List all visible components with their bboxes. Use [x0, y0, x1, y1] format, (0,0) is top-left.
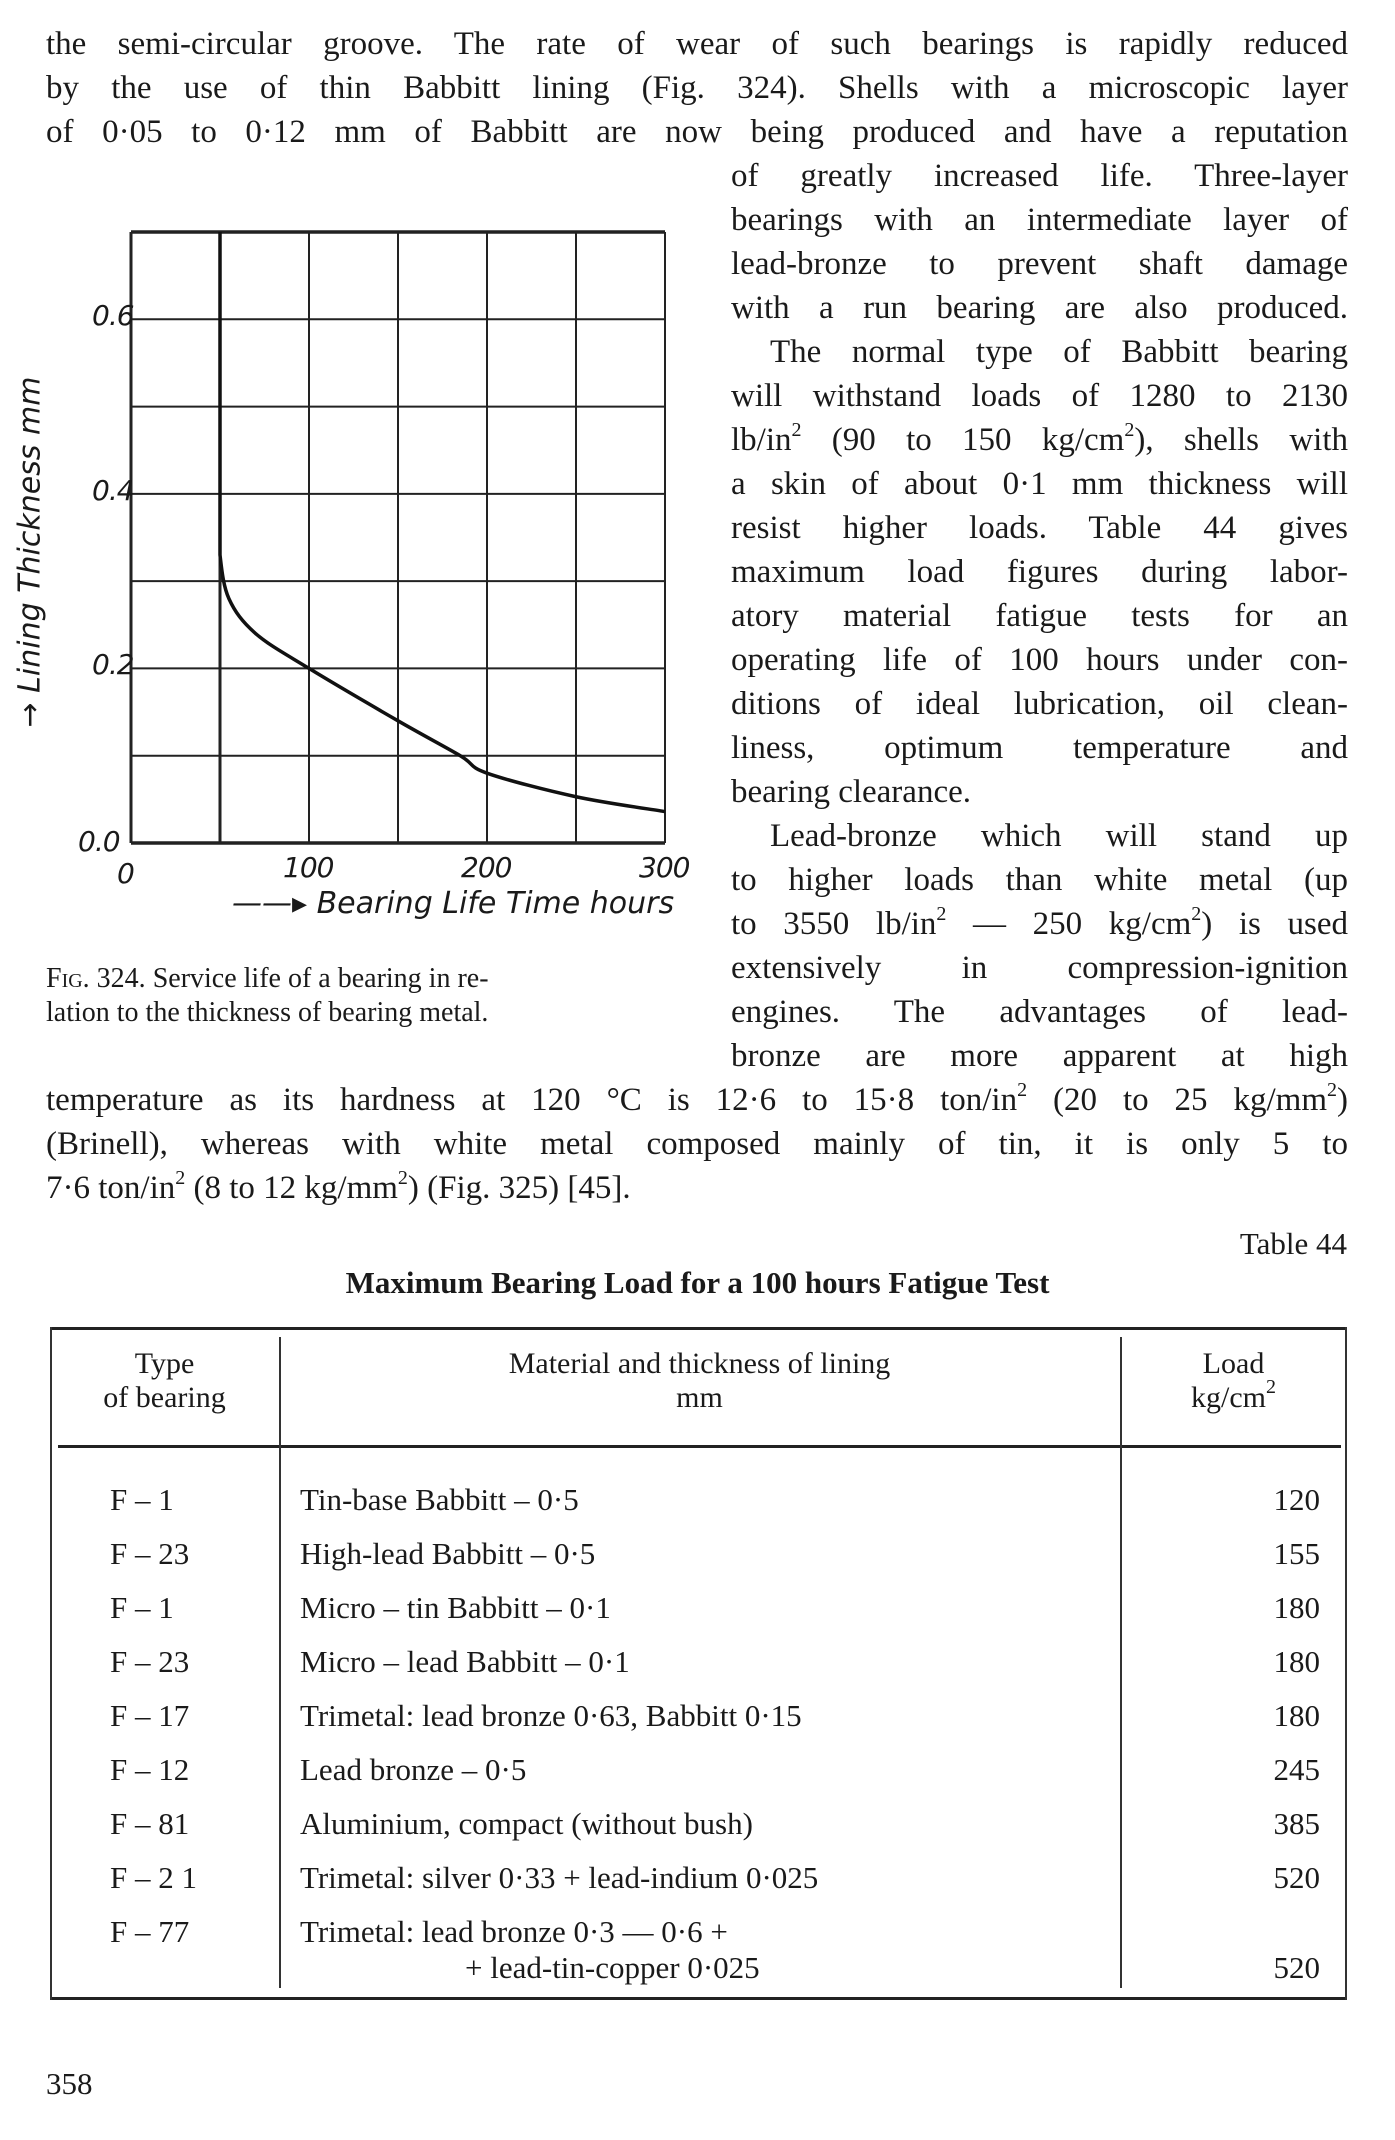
- cell-material: Tin-base Babbitt – 0·5: [300, 1482, 579, 1517]
- cell-load: 155: [1273, 1536, 1320, 1571]
- cell-type: F – 23: [110, 1644, 190, 1679]
- header-type: [50, 1347, 279, 1415]
- body-line: Lead-bronze which will stand up: [770, 818, 1348, 854]
- cell-type: F – 1: [110, 1482, 174, 1517]
- figure-label: Fig. 324.: [46, 963, 146, 994]
- cell-load: 180: [1273, 1644, 1320, 1679]
- header-text: Load: [1202, 1347, 1265, 1380]
- x-tick-label: 200: [461, 851, 512, 884]
- header-text: of bearing: [103, 1381, 226, 1414]
- body-line: bronze are more apparent at high: [731, 1038, 1348, 1074]
- cell-material: Trimetal: lead bronze 0·63, Babbitt 0·15: [300, 1698, 802, 1733]
- cell-type: F – 23: [110, 1536, 190, 1571]
- header-text: Material and thickness of lining: [508, 1347, 891, 1380]
- cell-load: 385: [1273, 1806, 1320, 1841]
- cell-material: Trimetal: silver 0·33 + lead-indium 0·025: [300, 1860, 819, 1895]
- y-axis-title: → Lining Thickness mm: [12, 376, 48, 728]
- body-line: extensively in compression-ignition: [731, 950, 1348, 986]
- body-line: will withstand loads of 1280 to 2130: [731, 378, 1348, 414]
- body-line: atory material fatigue tests for an: [731, 598, 1348, 634]
- body-line: the semi-circular groove. The rate of wear of such bearings is rapidly reduced: [46, 26, 1348, 62]
- y-tick-label: 0.2: [92, 648, 134, 682]
- body-line: 7·6 ton/$in^2$ (8 to 12 $kg/mm^2$) (Fig. 325) [45].: [46, 1167, 631, 1206]
- cell-type: F – 12: [110, 1752, 190, 1787]
- y-tick-label: 0.4: [92, 473, 134, 507]
- table-border-right: [1345, 1327, 1347, 2000]
- cell-load: 180: [1273, 1590, 1320, 1625]
- body-line: (Brinell), whereas with white metal composed mainly of tin, it is only 5 to: [46, 1126, 1348, 1162]
- body-line: liness, optimum temperature and: [731, 730, 1348, 766]
- body-line: operating life of 100 hours under con-: [731, 642, 1348, 678]
- header-load: [1120, 1347, 1347, 1415]
- x-tick-label: 100: [283, 851, 334, 884]
- figure-caption-line2: lation to the thickness of bearing metal.: [46, 997, 489, 1028]
- cell-type: F – 17: [110, 1698, 190, 1733]
- bearing-load-table: [50, 1327, 1347, 2000]
- body-line: with a run bearing are also produced.: [731, 290, 1348, 326]
- body-line: bearings with an intermediate layer of: [731, 202, 1348, 238]
- cell-type: F – 77: [110, 1914, 190, 1949]
- table-rule-header: [58, 1445, 1341, 1448]
- y-tick-label: 0.0: [78, 825, 120, 858]
- body-line: of 0·05 to 0·12 mm of Babbitt are now being produced and have a reputation: [46, 114, 1348, 150]
- header-text: $kg/cm^2$: [1191, 1376, 1276, 1414]
- cell-material: High-lead Babbitt – 0·5: [300, 1536, 596, 1571]
- cell-type: F – 81: [110, 1806, 190, 1841]
- body-line: engines. The advantages of lead-: [731, 994, 1348, 1030]
- body-line: a skin of about 0·1 mm thickness will: [731, 466, 1348, 502]
- table-number: Table 44: [1239, 1226, 1347, 1261]
- cell-material: Aluminium, compact (without bush): [300, 1806, 753, 1841]
- header-text: mm: [676, 1381, 723, 1414]
- cell-material: Micro – tin Babbitt – 0·1: [300, 1590, 611, 1625]
- body-line: ditions of ideal lubrication, oil clean-: [731, 686, 1348, 722]
- body-line: bearing clearance.: [731, 774, 971, 810]
- body-line: temperature as its hardness at 120 °C is 12·6 to 15·8 ton/$in^2$ (20 to 25 $kg/mm^2$): [46, 1079, 1348, 1118]
- body-line: The normal type of Babbitt bearing: [770, 334, 1348, 370]
- cell-type: F – 2 1: [110, 1860, 197, 1895]
- body-line: $lb/in^2$ (90 to 150 $kg/cm^2$), shells with: [731, 419, 1348, 458]
- body-line: to higher loads than white metal (up: [731, 862, 1348, 898]
- table-rule-bottom: [50, 1997, 1347, 2000]
- cell-load: 120: [1273, 1482, 1320, 1517]
- cell-load: 245: [1273, 1752, 1320, 1787]
- x-tick-label: 0: [117, 857, 134, 890]
- body-line: lead-bronze to prevent shaft damage: [731, 246, 1348, 282]
- body-line: maximum load figures during labor-: [731, 554, 1348, 590]
- table-border-left: [50, 1327, 52, 2000]
- cell-material-cont: + lead-tin-copper 0·025: [465, 1950, 760, 1985]
- table-rule-top: [50, 1327, 1347, 1330]
- body-line: by the use of thin Babbitt lining (Fig. 324). Shells with a microscopic layer: [46, 70, 1348, 106]
- cell-load: 180: [1273, 1698, 1320, 1733]
- cell-material: Trimetal: lead bronze 0·3 — 0·6 +: [300, 1914, 728, 1949]
- x-tick-label: 300: [639, 851, 690, 884]
- header-material: [279, 1347, 1120, 1415]
- body-line: resist higher loads. Table 44 gives: [731, 510, 1348, 546]
- cell-material: Lead bronze – 0·5: [300, 1752, 527, 1787]
- page-number: 358: [46, 2066, 93, 2101]
- cell-material: Micro – lead Babbitt – 0·1: [300, 1644, 630, 1679]
- figure-caption: [46, 962, 489, 996]
- caption-text: Service life of a bearing in re-: [145, 963, 489, 994]
- table-title: Maximum Bearing Load for a 100 hours Fatigue Test: [345, 1265, 1050, 1300]
- header-text: Type: [134, 1347, 195, 1380]
- x-axis-title: ——▸ Bearing Life Time hours: [232, 886, 675, 921]
- cell-load: 520: [1273, 1950, 1320, 1985]
- cell-type: F – 1: [110, 1590, 174, 1625]
- body-line: to 3550 $lb/in^2$ — 250 $kg/cm^2$) is used: [731, 903, 1348, 942]
- column-divider: [279, 1337, 281, 1988]
- cell-load: 520: [1273, 1860, 1320, 1895]
- y-tick-label: 0.6: [92, 299, 134, 333]
- figure-324-chart: [0, 200, 700, 960]
- body-line: of greatly increased life. Three-layer: [731, 158, 1348, 194]
